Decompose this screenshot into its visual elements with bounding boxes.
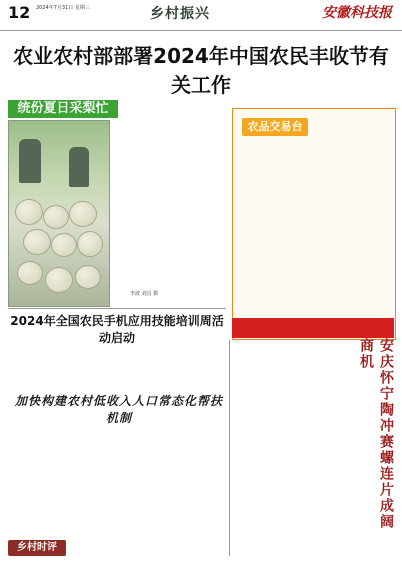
farmer-figure <box>69 147 89 187</box>
training-story-column-2 <box>82 330 150 388</box>
main-headline: 农业农村部部署2024年中国农民丰收节有关工作 <box>13 44 389 97</box>
farmer-figure <box>19 139 41 183</box>
pear-fruit <box>69 201 97 227</box>
training-story-column-3 <box>156 330 226 388</box>
photo-byline: 李波 刘昌 摄 <box>130 291 159 297</box>
main-story-column-2 <box>104 72 194 100</box>
right-story-column-1 <box>232 346 356 454</box>
market-box-line <box>240 200 388 220</box>
section-divider <box>8 308 226 309</box>
pear-fruit <box>77 231 103 257</box>
calligraphy-story-column-2 <box>82 418 150 536</box>
pear-fruit <box>75 265 101 289</box>
photo-story-banner: 统份夏日采梨忙 <box>8 100 118 118</box>
market-box-title: 农品交易台 <box>242 118 308 136</box>
market-box-line <box>240 232 388 252</box>
right-story-column-2 <box>232 460 394 556</box>
masthead <box>0 0 402 31</box>
pear-fruit <box>17 261 43 285</box>
calligraphy-story-column-3 <box>156 418 226 536</box>
paper-name: 安徽科技报 <box>322 5 392 21</box>
section-title: 乡村振兴 <box>150 6 210 22</box>
pear-fruit <box>23 229 51 255</box>
calligraphy-headline: 加快构建农村低收入人口常态化帮扶机制 <box>14 394 223 425</box>
date-line-1: 2024年7月31日 星期三 <box>36 5 90 11</box>
pear-fruit <box>51 233 77 257</box>
main-story-column-4 <box>296 72 394 100</box>
market-box-line <box>240 262 388 282</box>
market-box-line <box>240 158 388 188</box>
market-box <box>232 108 396 340</box>
opinion-column-tag: 乡村时评 <box>8 540 66 556</box>
pear-harvest-photo <box>8 120 110 307</box>
pear-fruit <box>45 267 73 293</box>
pear-fruit <box>15 199 43 225</box>
main-story-column-1 <box>8 72 98 100</box>
training-story-column-1 <box>8 330 76 388</box>
calligraphy-story-column-1 <box>8 418 76 536</box>
photo-caption <box>112 120 164 270</box>
page-number: 12 <box>8 3 31 22</box>
pear-fruit <box>43 205 69 229</box>
training-headline: 2024年全国农民手机应用技能培训周活动启动 <box>10 314 224 345</box>
main-story-column-3 <box>200 72 290 100</box>
date-line <box>36 5 90 12</box>
column-divider <box>229 340 230 556</box>
market-box-red-bar <box>232 318 394 338</box>
right-story-headline: 安庆怀宁陶冲赛螺连片成阔商机 <box>358 338 394 530</box>
